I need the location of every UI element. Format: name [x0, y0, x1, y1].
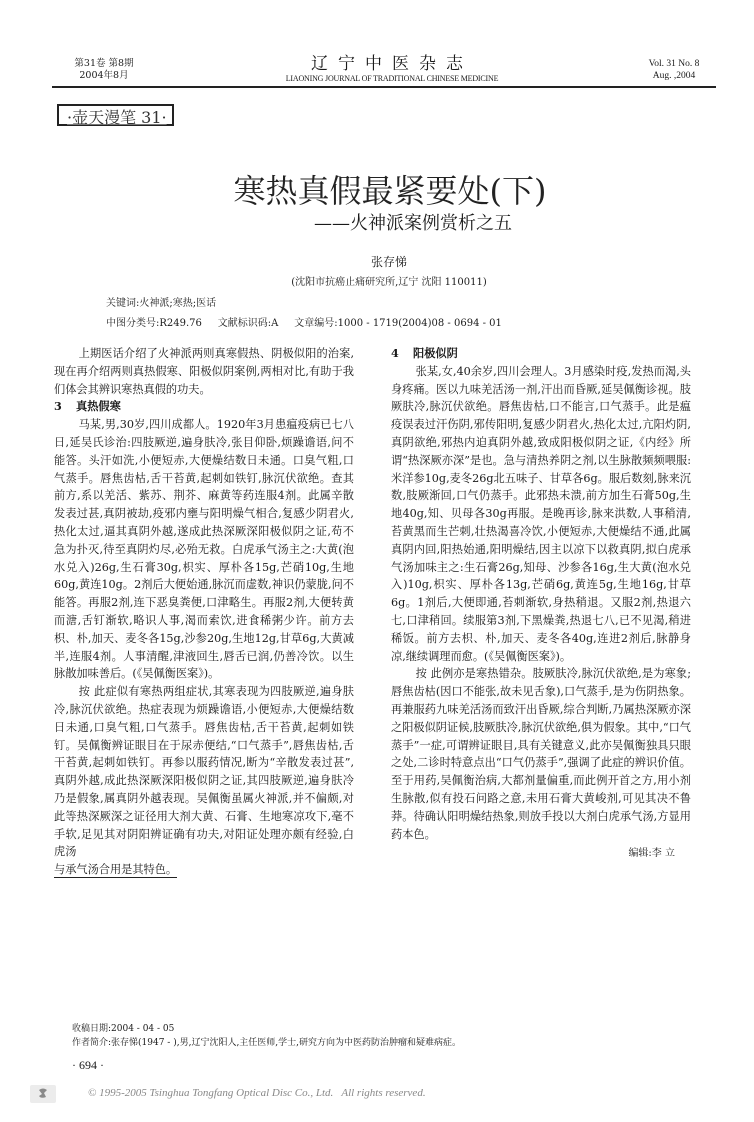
issue-date-en: Aug. ,2004 — [652, 71, 696, 81]
issue-info — [62, 58, 146, 82]
header-rule — [52, 86, 716, 88]
article-title: 寒热真假最紧要处(下) — [233, 172, 547, 210]
column-tag: ·壶天漫笔 31· — [67, 108, 167, 127]
journal-name-cn: 辽宁中医杂志 — [311, 54, 473, 74]
section-4-heading — [391, 345, 691, 363]
left-column — [54, 345, 354, 879]
section-title: 真热假寒 — [76, 399, 121, 414]
case-3-paragraph: 马某,男,30岁,四川成都人。1920年3月患瘟疫病已七八日,延吴氏诊治:四肢厥逆,遍身肤冷,张目仰卧,烦躁谵语,问不能答。头汗如洗,小便短赤,大便燥结数日未通。口臭气粗,口气蒸手。唇焦齿枯,舌干苔黄,起刺如铁钉,脉沉伏欲绝。查其前方,系以羌活、紫苏、荆芥、麻黄等药连服4剂。此属辛散发表过甚,真阴被劫,疫邪内壅与阳明燥气相合,复感少阴君火,热化太过,逼其真阴外越,遂成此热深厥深阳极似阴之证,苟不急为扑灭,待至真阴灼尽,必殆无救。白虎承气汤主之:大黄(泡水兑入)26g,生石膏30g,枳实、厚朴各15g,芒硝10g,生地60g,黄连10g。2剂后大便始通,脉沉而虚数,神识仍蒙胧,问不能答。再服2剂,连下恶臭粪便,口津略生。再服2剂,大便转黄而溏,舌钉渐软,略识人事,渴而索饮,进食稀粥少许。前方去枳、朴,加天、麦冬各15g,沙参20g,生地12g,甘草6g,大黄减半,连服4剂。人事清醒,津液回生,唇舌已润,仍善冷饮。以生脉散加味善后。(《吴佩衡医案》)。 — [54, 418, 354, 681]
intro-paragraph: 上期医话介绍了火神派两则真寒假热、阴极似阳的治案,现在再介绍两则真热假寒、阳极似阴案例,两相对比,有助于我们体会其辨识寒热真假的功夫。 — [54, 347, 354, 396]
volume-issue-en: Vol. 31 No. 8 — [648, 59, 700, 69]
journal-name — [212, 54, 572, 84]
section-3-heading — [54, 398, 354, 416]
comment-4-paragraph: 按 此例亦是寒热错杂。肢厥肤冷,脉沉伏欲绝,是为寒象;唇焦齿枯(因口不能张,故未见舌象),口气蒸手,是为伤阴热象。再兼服药九味羌活汤而致汗出昏厥,综合判断,乃属热深厥亦深之阳极似阴证候,肢厥肤冷,脉沉伏欲绝,俱为假象。其中,“口气蒸手”一症,可谓辨证眼目,具有关键意义,此亦吴佩衡独具只眼之处,二诊时特意点出“口气仍蒸手”,强调了此症的辨识价值。至于用药,吴佩衡治病,大都剂量偏重,而此例开首之方,用小剂生脉散,似有投石问路之意,未用石膏大黄峻剂,可见其决不鲁莽。待确认阳明燥结热象,则放手投以大剂白虎承气汤,方显用药本色。 — [391, 667, 691, 841]
comment-3-last-line — [54, 861, 354, 879]
journal-name-en: LIAONING JOURNAL OF TRADITIONAL CHINESE MEDICINE — [285, 74, 499, 83]
page-number: · 694 · — [72, 1058, 104, 1072]
section-title: 阳极似阴 — [413, 346, 458, 360]
received-date: 收稿日期:2004 - 04 - 05 — [72, 1024, 175, 1034]
column-tag-box — [57, 104, 174, 126]
case-4-paragraph: 张某,女,40余岁,四川会理人。3月感染时疫,发热而渴,头身疼痛。医以九味羌活汤一剂,汗出而昏厥,延吴佩衡诊视。肢厥肤冷,脉沉伏欲绝。唇焦齿枯,口不能言,口气蒸手。此是瘟疫误表过汗伤阴,邪传阳明,复感少阴君火,热化太过,亢阳灼阴,真阴欲绝,邪热内迫真阴外越,致成阳极似阴之证,《内经》所谓“热深厥亦深”是也。急与清热养阴之剂,以生脉散频频喂服:米洋参10g,麦冬26g北五味子、甘草各6g。服后数刻,脉来沉数,肢厥渐回,口气仍蒸手。此邪热未溃,前方加生石膏50g,生地40g,知、贝母各30g再服。是晚再诊,脉来洪数,人事稍清,苔黄黑而生芒刺,壮热渴喜冷饮,小便短赤,大便燥结不通,此属真阴内回,阳热始通,阳明燥结,因主以凉下以救真阴,拟白虎承气汤加味主之:生石膏26g,知母、沙参各16g,生大黄(泡水兑入)10g,枳实、厚朴各13g,芒硝6g,黄连5g,生地16g,甘草6g。1剂后,大便即通,苔刺渐软,身热稍退。又服2剂,热退六七,口津稍回。续服第3剂,下黑燥粪,热退七八,已不见渴,稍进稀饭。前方去枳、朴,加天、麦冬各40g,连进2剂后,脉静身凉,继续调理而愈。(《吴佩衡医案》)。 — [391, 364, 691, 663]
editor-credit: 编辑:李 立 — [628, 848, 675, 860]
author-name: 张存悌 — [370, 255, 407, 269]
issue-date: 2004年8月 — [79, 70, 129, 81]
comment-3-text: 按 此症似有寒热两组症状,其寒表现为四肢厥逆,遍身肤冷,脉沉伏欲绝。热症表现为烦躁谵语,小便短赤,大便燥结数日未通,口臭气粗,口气蒸手。唇焦齿枯,舌干苔黄,起刺如铁钉。吴佩衡辨证眼目在于尿赤便结,“口气蒸手”,唇焦齿枯,舌干苔黄,起刺如铁钉。再参以服药情况,断为“辛散发表过甚”,真阴外越,成此热深厥深阳极似阴之证,其四肢厥逆,遍身肤冷乃是假象,属真阴外越表现。吴佩衡虽属火神派,并不偏颇,对此等热深厥深之证径用大剂大黄、石膏、生地寒凉攻下,毫不手软,足见其对阴阳辨证确有功夫,对阳证处理亦颇有经验,白虎汤 — [54, 685, 354, 859]
issue-info-en — [634, 58, 714, 82]
copyright-text: © 1995-2005 Tsinghua Tongfang Optical Disc Co., Ltd. All rights reserved. — [88, 1087, 426, 1099]
comment-3-end: 与承气汤合用是其特色。 — [54, 863, 178, 877]
keywords: 关键词:火神派;寒热;医话 — [106, 298, 217, 309]
section-number: 3 — [54, 399, 62, 414]
author-affiliation: (沈阳市抗癌止痛研究所,辽宁 沈阳 110011) — [291, 277, 487, 288]
volume-issue: 第31卷 第8期 — [74, 58, 134, 69]
section-number: 4 — [391, 346, 399, 360]
article-subtitle: ——火神派案例赏析之五 — [314, 213, 512, 234]
classification-info: 中图分类号:R249.76 文献标识码:A 文章编号:1000 - 1719(2004)08 - 0694 - 01 — [106, 318, 502, 329]
comment-3-paragraph — [54, 683, 354, 861]
cnki-logo-icon — [30, 1085, 56, 1103]
copyright-footer — [30, 1083, 730, 1109]
right-column — [391, 345, 691, 863]
journal-header — [62, 54, 714, 86]
author-bio: 作者简介:张存悌(1947 - ),男,辽宁沈阳人,主任医师,学士,研究方向为中医药防治肿瘤和疑难病症。 — [72, 1038, 462, 1048]
